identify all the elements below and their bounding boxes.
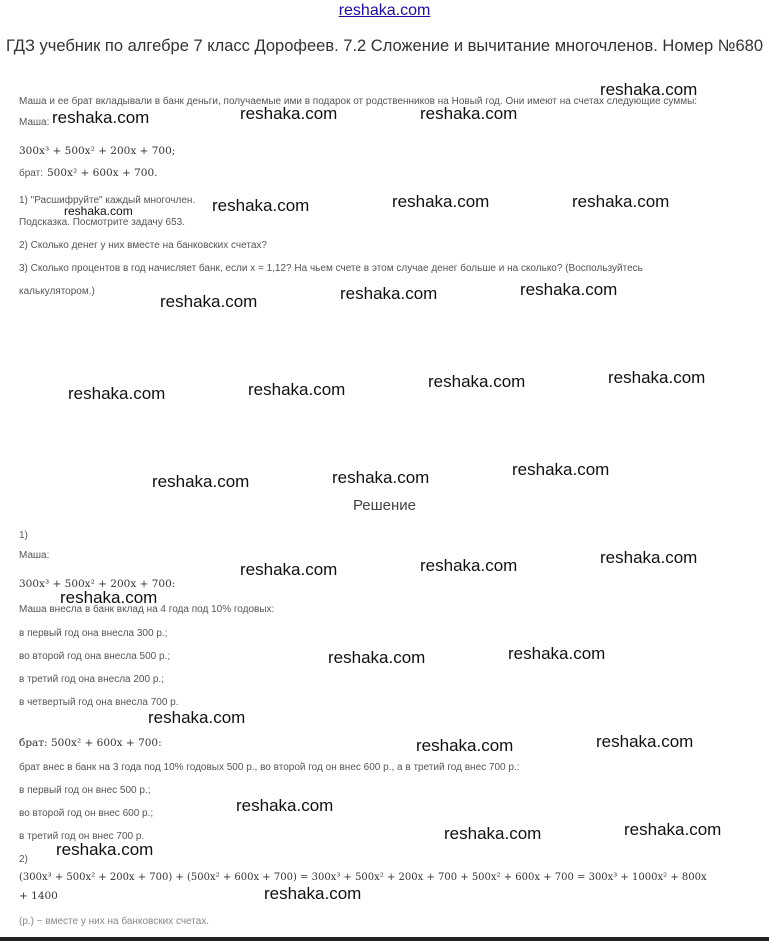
watermark: reshaka.com — [160, 292, 258, 311]
masha-year-2: во второй год она внесла 500 р.; — [19, 651, 171, 662]
solution-masha-label: Маша: — [19, 550, 50, 561]
watermark: reshaka.com — [444, 824, 542, 843]
brother-label: брат: — [19, 168, 43, 179]
question-1: 1) "Расшифруйте" каждый многочлен. — [19, 195, 196, 206]
watermark: reshaka.com — [392, 192, 490, 211]
bottom-border — [0, 937, 769, 941]
masha-year-3: в третий год она внесла 200 р.; — [19, 674, 164, 685]
sum-expression: (300x³ + 500x² + 200x + 700) + (500x² + 600x + 700) = 300x³ + 500x² + 200x + 700 + 500x² + 600x + 700 = 300x³ + 1000x² + 800x — [19, 872, 707, 883]
brother-year-1: в первый год он внес 500 р.; — [19, 785, 151, 796]
watermark: reshaka.com — [416, 736, 514, 755]
watermark: reshaka.com — [212, 196, 310, 215]
watermark: reshaka.com — [56, 840, 154, 859]
solution-brother-line: брат: 500x² + 600x + 700: — [19, 737, 162, 749]
watermark: reshaka.com — [52, 108, 150, 127]
watermark: reshaka.com — [596, 732, 694, 751]
watermark: reshaka.com — [328, 648, 426, 667]
question-2: 2) Сколько денег у них вместе на банковских счетах? — [19, 240, 267, 251]
watermark: reshaka.com — [340, 284, 438, 303]
watermark: reshaka.com — [420, 104, 518, 123]
watermark: reshaka.com — [512, 460, 610, 479]
watermark: reshaka.com — [60, 588, 158, 607]
question-3: 3) Сколько процентов в год начисляет банк, если x = 1,12? На чьем счете в этом случае денег больше и на сколько? (Воспользуйтесь — [19, 263, 643, 274]
part-2-label: 2) — [19, 854, 28, 865]
sum-expression-cont: + 1400 — [19, 890, 58, 902]
watermark: reshaka.com — [64, 204, 133, 218]
page-title: ГДЗ учебник по алгебре 7 класс Дорофеев. 7.2 Сложение и вычитание многочленов. Номер №680 — [5, 37, 764, 55]
part-1-label: 1) — [19, 530, 28, 541]
watermark: reshaka.com — [248, 380, 346, 399]
masha-polynomial: 300x³ + 500x² + 200x + 700; — [19, 145, 176, 157]
watermark: reshaka.com — [264, 884, 362, 903]
watermark: reshaka.com — [572, 192, 670, 211]
watermark: reshaka.com — [240, 560, 338, 579]
watermark: reshaka.com — [520, 280, 618, 299]
watermark: reshaka.com — [624, 820, 722, 839]
watermark: reshaka.com — [508, 644, 606, 663]
brother-year-2: во второй год он внес 600 р.; — [19, 808, 154, 819]
hint: Подсказка. Посмотрите задачу 653. — [19, 217, 185, 228]
watermark: reshaka.com — [608, 368, 706, 387]
brother-description: брат внес в банк на 3 года под 10% годовых 500 р., во второй год он внес 600 р., а в третий год внес 700 р.: — [19, 762, 520, 773]
watermark: reshaka.com — [236, 796, 334, 815]
site-link[interactable]: reshaka.com — [338, 2, 431, 19]
watermark: reshaka.com — [152, 472, 250, 491]
question-3-cont: калькулятором.) — [19, 286, 95, 297]
watermark: reshaka.com — [428, 372, 526, 391]
masha-year-4: в четвертый год она внесла 700 р. — [19, 697, 179, 708]
watermark: reshaka.com — [68, 384, 166, 403]
masha-year-1: в первый год она внесла 300 р.; — [19, 628, 168, 639]
watermark: reshaka.com — [600, 548, 698, 567]
watermark: reshaka.com — [600, 80, 698, 99]
problem-intro: Маша и ее брат вкладывали в банк деньги, получаемые ими в подарок от родственников на Новый год. Они имеют на счетах следующие суммы: — [19, 96, 698, 107]
watermark: reshaka.com — [332, 468, 430, 487]
brother-polynomial: 500x² + 600x + 700. — [47, 167, 158, 179]
solution-masha-polynomial: 300x³ + 500x² + 200x + 700: — [19, 578, 176, 590]
masha-description: Маша внесла в банк вклад на 4 года под 10% годовых: — [19, 604, 275, 615]
masha-label: Маша: — [19, 117, 50, 128]
brother-year-3: в третий год он внес 700 р. — [19, 831, 145, 842]
solution-heading: Решение — [352, 497, 417, 514]
watermark: reshaka.com — [148, 708, 246, 727]
watermark: reshaka.com — [420, 556, 518, 575]
watermark: reshaka.com — [240, 104, 338, 123]
sum-note: (р.) − вместе у них на банковских счетах. — [19, 916, 210, 927]
